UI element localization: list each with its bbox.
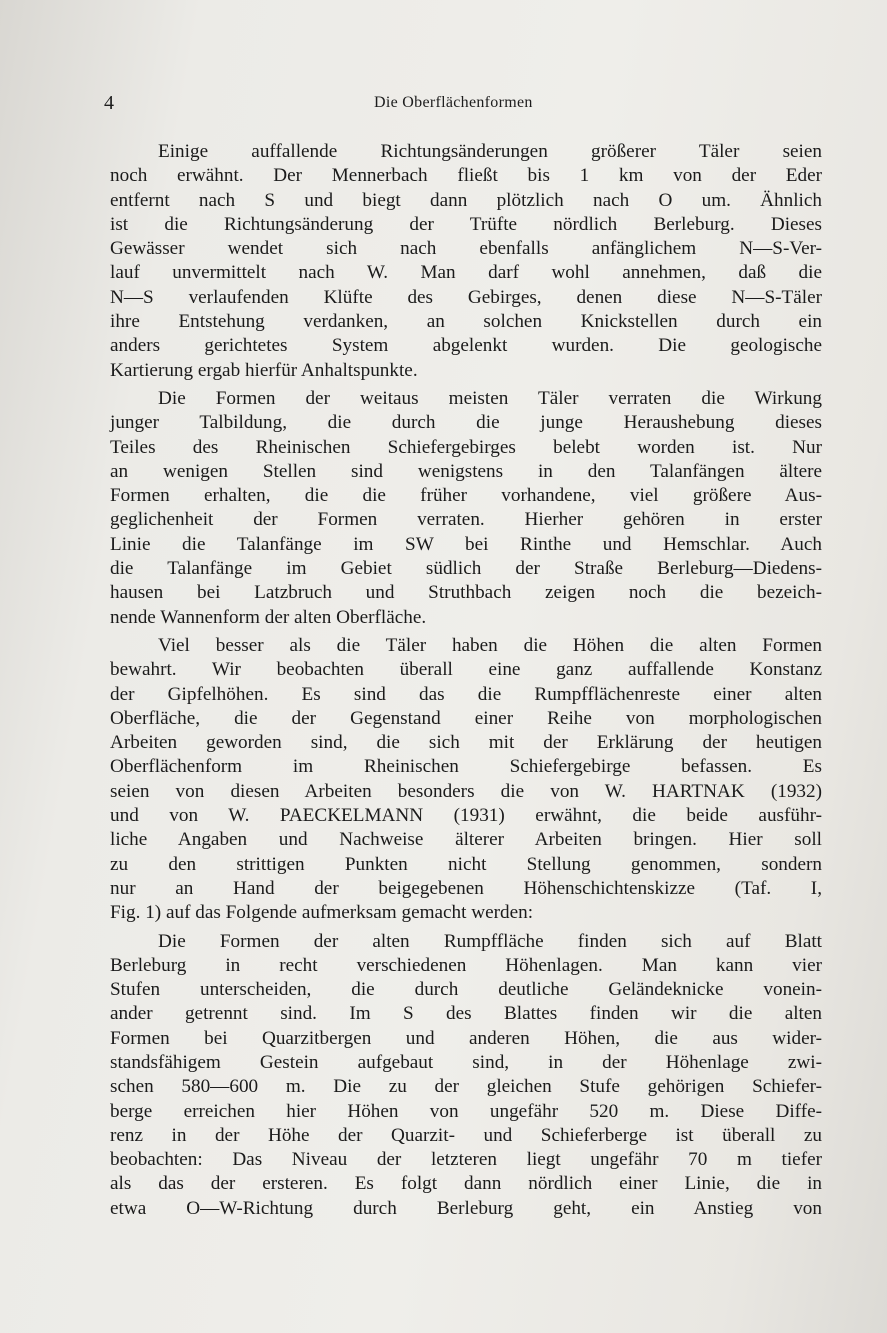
page-header (104, 92, 824, 116)
paragraph (110, 140, 822, 383)
text-line: Die Formen der weitaus meisten Täler verraten die Wirkung (158, 387, 822, 409)
text-line: hausen bei Latzbruch und Struthbach zeigen noch die bezeich- (110, 582, 822, 604)
paragraph (110, 930, 822, 1222)
text-line: etwa O—W-Richtung durch Berleburg geht, ein Anstieg von (110, 1197, 822, 1219)
text-line: und von W. PAECKELMANN (1931) erwähnt, die beide ausführ- (110, 805, 822, 827)
text-line: Die Formen der alten Rumpffläche finden sich auf Blatt (158, 930, 822, 952)
text-line: Oberfläche, die der Gegenstand einer Reihe von morphologischen (110, 707, 822, 729)
text-line: junger Talbildung, die durch die junge Heraushebung dieses (110, 412, 822, 434)
running-head: Die Oberflächenformen (374, 94, 533, 111)
page-number: 4 (104, 92, 114, 114)
text-line: Formen bei Quarzitbergen und anderen Höhen, die aus wider- (110, 1027, 822, 1049)
text-line: als das der ersteren. Es folgt dann nördlich einer Linie, die in (110, 1173, 822, 1195)
text-line: berge erreichen hier Höhen von ungefähr 520 m. Diese Diffe- (110, 1100, 822, 1122)
text-line: ihre Entstehung verdanken, an solchen Knickstellen durch ein (110, 311, 822, 333)
paragraph (110, 634, 822, 926)
text-line: standsfähigem Gestein aufgebaut sind, in der Höhenlage zwi- (110, 1051, 822, 1073)
text-line: der Gipfelhöhen. Es sind das die Rumpfflächenreste einer alten (110, 683, 822, 705)
text-line: anders gerichtetes System abgelenkt wurden. Die geologische (110, 335, 822, 357)
text-line: nur an Hand der beigegebenen Höhenschichtenskizze (Taf. I, (110, 877, 822, 899)
text-line: Stufen unterscheiden, die durch deutliche Geländeknicke vonein- (110, 979, 822, 1001)
text-line: Fig. 1) auf das Folgende aufmerksam gemacht werden: (110, 902, 534, 924)
text-line: ander getrennt sind. Im S des Blattes finden wir die alten (110, 1003, 822, 1025)
text-line: liche Angaben und Nachweise älterer Arbeiten bringen. Hier soll (110, 829, 822, 851)
text-line: Gewässer wendet sich nach ebenfalls anfänglichem N—S-Ver- (110, 238, 822, 260)
text-line: noch erwähnt. Der Mennerbach fließt bis 1 km von der Eder (110, 165, 822, 187)
text-line: entfernt nach S und biegt dann plötzlich nach O um. Ähnlich (110, 189, 822, 211)
text-line: ist die Richtungsänderung der Trüfte nördlich Berleburg. Dieses (110, 213, 822, 235)
text-line: die Talanfänge im Gebiet südlich der Straße Berleburg—Diedens- (110, 558, 822, 580)
text-line: Oberflächenform im Rheinischen Schiefergebirge befassen. Es (110, 756, 822, 778)
text-line: geglichenheit der Formen verraten. Hierher gehören in erster (110, 509, 822, 531)
text-line: Formen erhalten, die die früher vorhandene, viel größere Aus- (110, 485, 822, 507)
text-line: beobachten: Das Niveau der letzteren liegt ungefähr 70 m tiefer (110, 1149, 822, 1171)
text-line: seien von diesen Arbeiten besonders die von W. HARTNAK (1932) (110, 780, 822, 802)
text-line: N—S verlaufenden Klüfte des Gebirges, denen diese N—S-Täler (110, 286, 822, 308)
text-line: nende Wannenform der alten Oberfläche. (110, 606, 427, 628)
text-line: Arbeiten geworden sind, die sich mit der Erklärung der heutigen (110, 732, 822, 754)
paragraph (110, 387, 822, 630)
text-line: Einige auffallende Richtungsänderungen größerer Täler seien (158, 141, 822, 162)
text-line: Teiles des Rheinischen Schiefergebirges belebt worden ist. Nur (110, 436, 822, 458)
text-line: schen 580—600 m. Die zu der gleichen Stufe gehörigen Schiefer- (110, 1076, 822, 1098)
text-line: renz in der Höhe der Quarzit- und Schieferberge ist überall zu (110, 1124, 822, 1146)
text-line: an wenigen Stellen sind wenigstens in den Talanfängen ältere (110, 460, 822, 482)
text-line: Kartierung ergab hierfür Anhaltspunkte. (110, 359, 418, 381)
text-line: bewahrt. Wir beobachten überall eine ganz auffallende Konstanz (110, 659, 822, 681)
text-line: zu den strittigen Punkten nicht Stellung genommen, sondern (110, 853, 822, 875)
text-line: Viel besser als die Täler haben die Höhen die alten Formen (158, 634, 822, 656)
text-line: lauf unvermittelt nach W. Man darf wohl annehmen, daß die (110, 262, 822, 284)
text-line: Linie die Talanfänge im SW bei Rinthe und Hemschlar. Auch (110, 533, 822, 555)
text-line: Berleburg in recht verschiedenen Höhenlagen. Man kann vier (110, 954, 822, 976)
body-text (110, 140, 822, 1221)
